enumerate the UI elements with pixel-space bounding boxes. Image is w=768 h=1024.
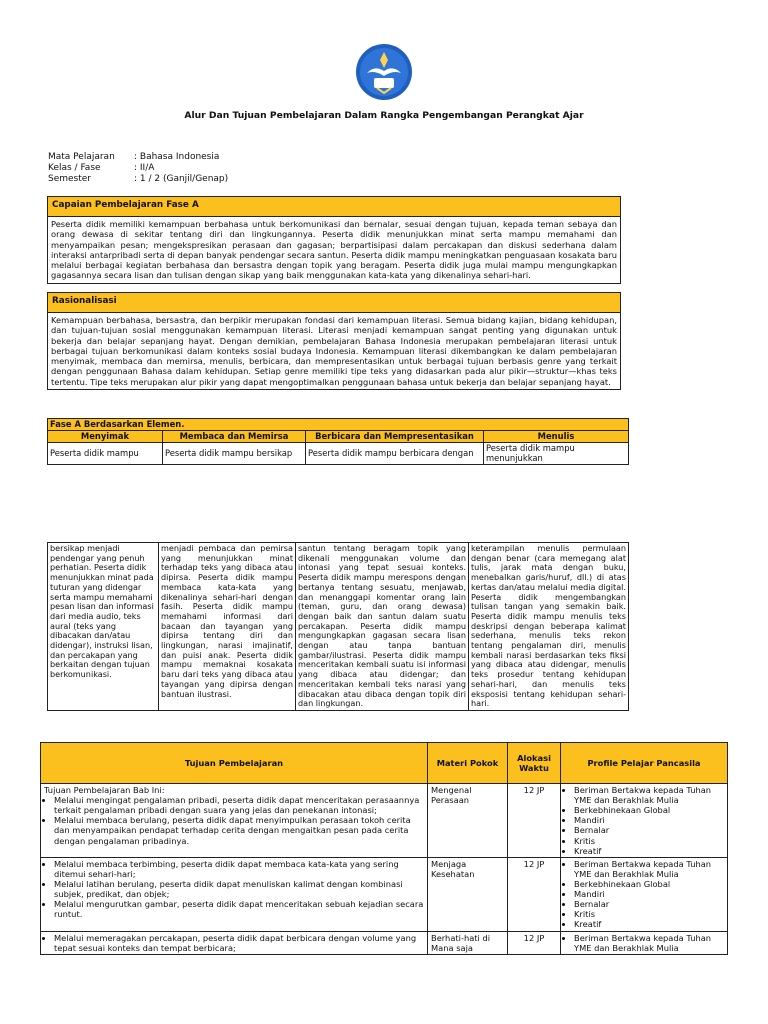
column-header: Materi Pokok [428, 743, 508, 784]
capaian-text: Peserta didik memiliki kemampuan berbahasa untuk berkomunikasi dan bernalar, sesuai dengan tujuan, kepada teman sebaya dan orang dewasa di sekitar tentang diri dan lingkungannya. Peserta didik menunjukkan minat serta mampu memahami dan menyampaikan pesan; mengekspresikan perasaan dan gagasan; berpartisipasi dalam percakapan dan diskusi sederhana dalam interaksi antarpribadi serta di depan banyak pendengar secara santun. Peserta didik mampu meningkatkan penguasaan kosakata baru melalui berbagai kegiatan berbahasa dan bersastra dengan topik yang beragam. Peserta didik juga mulai mampu mengungkapkan gagasannya secara lisan dan tulisan dengan sikap yang baik menggunakan kata-kata yang dikenalinya sehari-hari. [51, 219, 617, 281]
list-item: • Mandiri [574, 815, 724, 825]
list-item: • Berkebhinekaan Global [574, 879, 724, 889]
meta-value: : Bahasa Indonesia [134, 152, 220, 162]
tut-wuri-handayani-emblem-icon [355, 43, 413, 101]
tujuan-cell [41, 931, 428, 954]
list-item: • Berkebhinekaan Global [574, 805, 724, 815]
column-header: Membaca dan Memirsa [163, 430, 306, 442]
metadata-block [48, 152, 228, 185]
profil-cell [561, 857, 728, 931]
profil-cell [561, 784, 728, 858]
rasionalisasi-heading: Rasionalisasi [48, 293, 620, 313]
menyimak-cell: bersikap menjadi pendengar yang penuh perhatian. Peserta didik menunjukkan minat pada tuturan yang didengar serta mampu memahami pesan lisan dan informasi dari media audio, teks aural (teks yang dibacakan dan/atau didengar), instruksi lisan, dan percakapan yang berkaitan dengan tujuan berkomunikasi. [48, 543, 159, 711]
list-item: • Melalui membaca berulang, peserta didik dapat menyimpulkan perasaan tokoh cerita dan menyampaikan pendapat terhadap cerita dengan mengaitkan pesan pada cerita dengan pengalaman pribadinya. [54, 815, 424, 845]
list-item: • Kritis [574, 836, 724, 846]
table-row [41, 784, 728, 858]
meta-label: Kelas / Fase [48, 162, 101, 173]
berbicara-cell: santun tentang beragam topik yang dikenali menggunakan volume dan intonasi yang tepat sesuai konteks. Peserta didik mampu merespons dengan bertanya tentang sesuatu, menjawab, dan menanggapi komentar orang lain (teman, guru, dan orang dewasa) dengan baik dan santun dalam suatu percakapan. Peserta didik mampu mengungkapkan gagasan secara lisan dengan atau tanpa bantuan gambar/ilustrasi. Peserta didik mampu menceritakan kembali suatu isi informasi yang dibaca atau didengar; dan menceritakan kembali teks narasi yang dibacakan atau dibaca dengan topik diri dan lingkungan. [296, 543, 469, 711]
column-header: Tujuan Pembelajaran [41, 743, 428, 784]
list-item: • Beriman Bertakwa kepada Tuhan YME dan Berakhlak Mulia [574, 933, 724, 953]
list-item: • Beriman Bertakwa kepada Tuhan YME dan Berakhlak Mulia [574, 785, 724, 805]
capaian-section [47, 196, 621, 284]
rasionalisasi-section [47, 292, 621, 390]
alokasi-cell: 12 JP [508, 857, 561, 931]
meta-row-semester [48, 174, 228, 185]
list-item: • Melalui latihan berulang, peserta didik dapat menuliskan kalimat dengan kombinasi subjek, predikat, dan objek; [54, 879, 424, 899]
table-row [41, 857, 728, 931]
materi-cell: Berhati-hati di Mana saja [428, 931, 508, 954]
list-item: • Melalui memeragakan percakapan, peserta didik dapat berbicara dengan volume yang tepat sesuai konteks dan tempat berbicara; [54, 933, 424, 953]
alokasi-cell: 12 JP [508, 931, 561, 954]
meta-value: : II/A [134, 162, 155, 173]
elemen-heading: Fase A Berdasarkan Elemen. [48, 419, 629, 431]
column-header: Profile Pelajar Pancasila [561, 743, 728, 784]
materi-cell: Mengenal Perasaan [428, 784, 508, 858]
list-item: • Kreatif [574, 919, 724, 929]
table-row [41, 931, 728, 954]
membaca-cell: menjadi pembaca dan pemirsa yang menunjukkan minat terhadap teks yang dibaca atau dipirsa. Peserta didik mampu membaca kata-kata yang dikenalinya sehari-hari dengan fasih. Peserta didik mampu memahami informasi dari bacaan dan tayangan yang dipirsa tentang diri dan lingkungan, narasi imajinatif, dan puisi anak. Peserta didik mampu memaknai kosakata baru dari teks yang dibaca atau tayangan yang dipirsa dengan bantuan ilustrasi. [159, 543, 296, 711]
meta-label: Mata Pelajaran [48, 152, 115, 162]
meta-row-class [48, 163, 228, 174]
list-item: • Kritis [574, 909, 724, 919]
profil-cell [561, 931, 728, 954]
list-item: • Kreatif [574, 846, 724, 856]
capaian-heading: Capaian Pembelajaran Fase A [48, 197, 620, 217]
list-item: • Beriman Bertakwa kepada Tuhan YME dan Berakhlak Mulia [574, 859, 724, 879]
list-item: • Melalui mengingat pengalaman pribadi, peserta didik dapat menceritakan perasaannya terkait pengalaman pribadi dengan suara yang jelas dan penekanan intonasi; [54, 795, 424, 815]
table-cell: Peserta didik mampu menunjukkan [484, 442, 629, 465]
menulis-cell: keterampilan menulis permulaan dengan benar (cara memegang alat tulis, jarak mata dengan buku, menebalkan garis/huruf, dll.) di atas kertas dan/atau melalui media digital. Peserta didik mengembangkan tulisan tangan yang semakin baik. Peserta didik mampu menulis teks deskripsi dengan beberapa kalimat sederhana, menulis teks rekon tentang pengalaman diri, menulis kembali narasi berdasarkan teks fiksi yang dibaca atau didengar, menulis teks prosedur tentang kehidupan sehari-hari, dan menulis teks eksposisi tentang kehidupan sehari-hari. [469, 543, 629, 711]
list-item: • Bernalar [574, 825, 724, 835]
column-header: Berbicara dan Mempresentasikan [306, 430, 484, 442]
tujuan-cell [41, 784, 428, 858]
table-cell: Peserta didik mampu [48, 442, 163, 465]
tujuan-intro: Tujuan Pembelajaran Bab Ini: [44, 785, 165, 795]
table-cell: Peserta didik mampu berbicara dengan [306, 442, 484, 465]
list-item: • Bernalar [574, 899, 724, 909]
elemen-continued-table [47, 542, 629, 711]
meta-value: : 1 / 2 (Ganjil/Genap) [134, 173, 229, 184]
elemen-table [47, 418, 629, 465]
materi-cell: Menjaga Kesehatan [428, 857, 508, 931]
document-title: Alur Dan Tujuan Pembelajaran Dalam Rangka Pengembangan Perangkat Ajar [184, 110, 584, 121]
tujuan-pembelajaran-table [40, 742, 728, 955]
table-cell: Peserta didik mampu bersikap [163, 442, 306, 465]
tujuan-cell [41, 857, 428, 931]
column-header: Menyimak [48, 430, 163, 442]
column-header: Alokasi Waktu [508, 743, 561, 784]
list-item: • Mandiri [574, 889, 724, 899]
alokasi-cell: 12 JP [508, 784, 561, 858]
list-item: • Melalui mengurutkan gambar, peserta didik dapat menceritakan sebuah kejadian secara runtut. [54, 899, 424, 919]
meta-row-subject [48, 152, 228, 163]
column-header: Menulis [484, 430, 629, 442]
list-item: • Melalui membaca terbimbing, peserta didik dapat membaca kata-kata yang sering ditemui sehari-hari; [54, 859, 424, 879]
meta-label: Semester [48, 173, 92, 184]
rasionalisasi-text: Kemampuan berbahasa, bersastra, dan berpikir merupakan fondasi dari kemampuan literasi. Semua bidang kajian, bidang kehidupan, dan tujuan-tujuan sosial menggunakan kemampuan literasi. Literasi menjadi kemampuan sangat penting yang digunakan untuk bekerja dan belajar sepanjang hayat. Dengan demikian, pembelajaran Bahasa Indonesia merupakan pembelajaran literasi untuk berbagai tujuan berkomunikasi dalam konteks sosial budaya Indonesia. Kemampuan literasi dikembangkan ke dalam pembelajaran menyimak, membaca dan memirsa, menulis, berbicara, dan mempresentasikan untuk berbagai tujuan berbasis genre yang terkait dengan penggunaan Bahasa dalam kehidupan. Setiap genre memiliki tipe teks yang didasarkan pada alur pikir—struktur—khas teks tertentu. Tipe teks merupakan alur pikir yang dapat mengoptimalkan penggunaan bahasa untuk bekerja dan belajar sepanjang hayat. [51, 315, 617, 387]
